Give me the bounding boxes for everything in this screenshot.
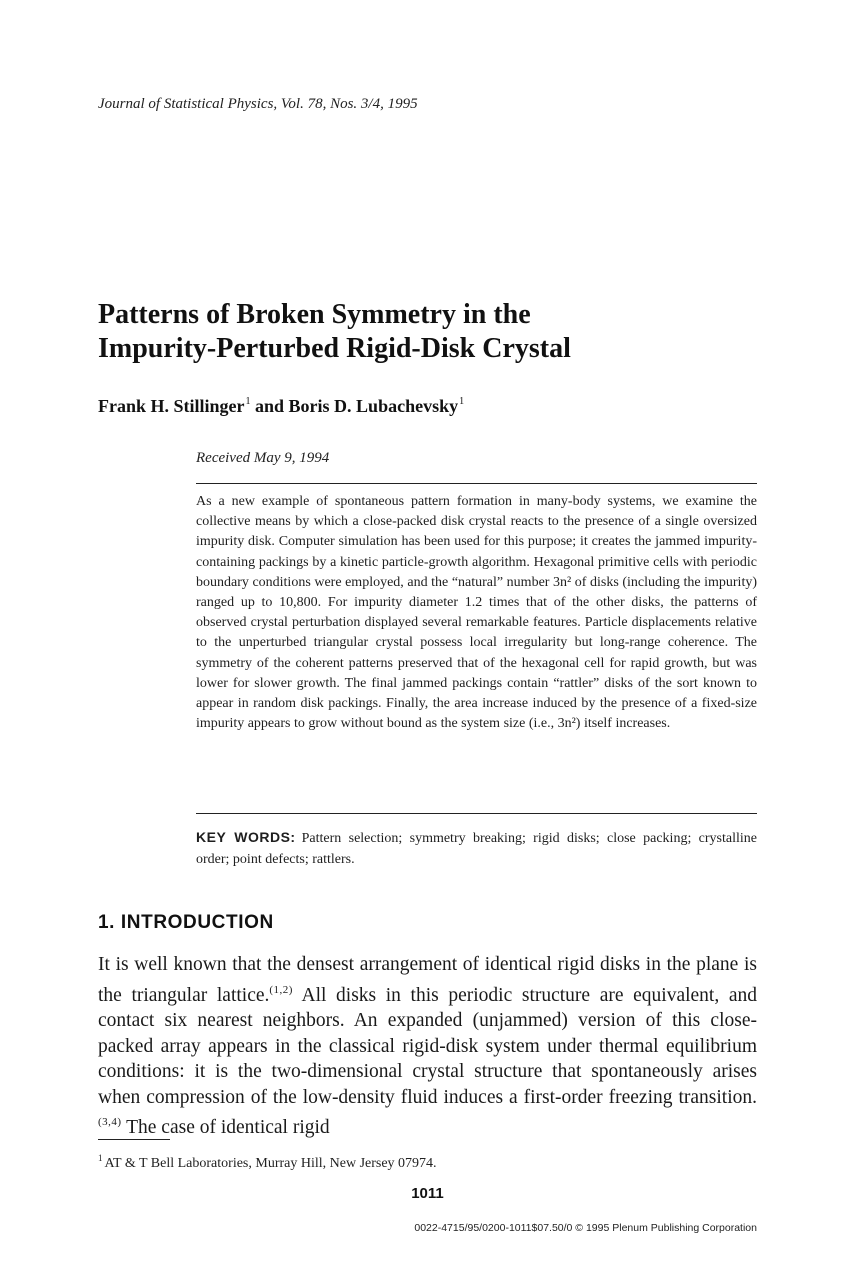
affiliation-mark: 1 [245,396,251,407]
title-line-2: Impurity-Perturbed Rigid-Disk Crystal [98,333,571,364]
citation-ref: (3,4) [98,1116,122,1128]
abstract-text: As a new example of spontaneous pattern formation in many-body systems, we examine the collective means by which a close-packed disk crystal reacts to the presence of a single oversized impurity disk. Computer simulation has been used for this purpose; it creates the jammed impurity-containing packings by a kinetic particle-growth algorithm. Hexagonal primitive cells with periodic boundary conditions were employed, and the “natural” number 3n² of disks (including the impurity) ranged up to 10,800. For impurity diameter 1.2 times that of the other disks, the patterns of observed crystal perturbation displayed several remarkable features. Particle displacements relative to the unperturbed triangular crystal possess local irregularity but long-range coherence. The symmetry of the coherent patterns preserved that of the hexagonal cell for rapid growth, but was lower for slower growth. The final jammed packings contain “rattler” disks of the sort known to appear in random disk packings. Finally, the area increase induced by the presence of a fixed-size impurity appears to grow without bound as the system size (i.e., 3n²) itself increases. [196,494,757,732]
footnote-rule [98,1139,170,1140]
footnote-mark: 1 [98,1153,103,1163]
title-line-1: Patterns of Broken Symmetry in the [98,299,531,330]
received-date: Received May 9, 1994 [196,450,330,466]
keywords-text: Pattern selection; symmetry breaking; rigid disks; close packing; crystalline order; point defects; rattlers. [196,831,757,867]
author-lubachevsky: Boris D. Lubachevsky [288,396,459,416]
article-title [98,298,748,366]
intro-text-c: The case of identical rigid [121,1117,330,1138]
introduction-paragraph [98,952,757,1141]
affiliation-mark: 1 [459,396,465,407]
intro-text-b: All disks in this periodic structure are equivalent, and contact six nearest neighbors. An expanded (unjammed) version of this close-packed array appears in the classical rigid-disk system under thermal equilibrium conditions: it is the two-dimensional crystal structure that spontaneously arises when compression of the low-density fluid induces a first-order freezing transition. [98,984,757,1108]
citation-ref: (1,2) [269,983,293,996]
footnote-text: AT & T Bell Laboratories, Murray Hill, New Jersey 07974. [104,1156,437,1171]
abstract-top-rule [196,483,757,484]
abstract-bottom-rule [196,813,757,814]
keywords-label: KEY WORDS: [196,829,296,845]
intro-text-a: It is well known that the densest arrangement of identical rigid disks in the plane is the triangular lattice. [98,954,757,1006]
author-stillinger: Frank H. Stillinger [98,396,245,416]
footnote [98,1153,437,1172]
section-heading: 1. INTRODUCTION [98,912,274,933]
copyright-line: 0022-4715/95/0200-1011$07.50/0 © 1995 Plenum Publishing Corporation [414,1222,757,1234]
author-list [98,396,464,417]
keywords [196,827,757,870]
page-number: 1011 [411,1185,444,1202]
journal-citation: Journal of Statistical Physics, Vol. 78, Nos. 3/4, 1995 [98,96,418,112]
author-conjunction: and [255,396,285,416]
